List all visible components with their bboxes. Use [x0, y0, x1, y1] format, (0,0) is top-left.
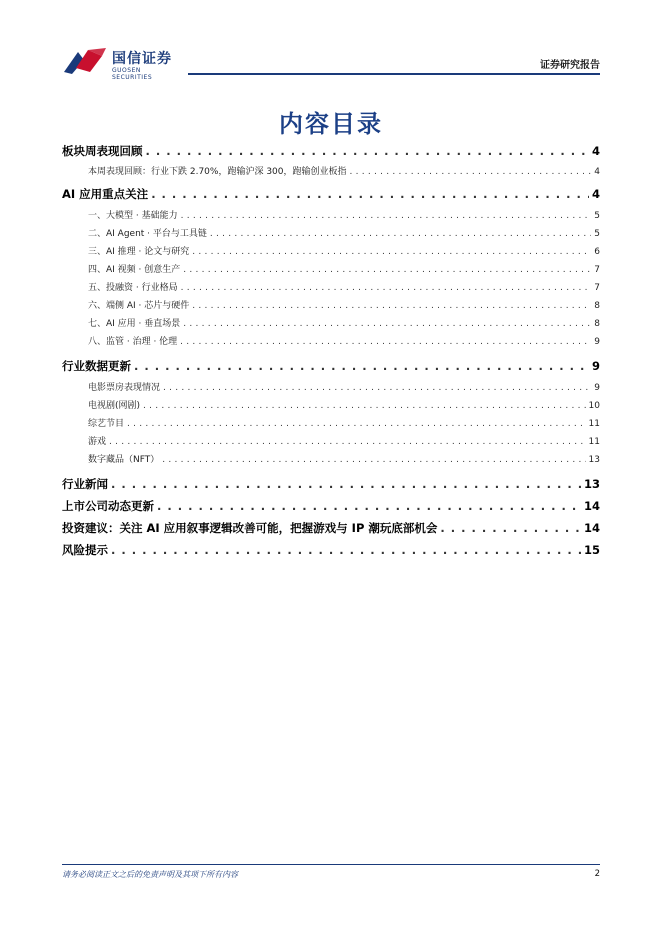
toc-dot-leader: [192, 247, 591, 257]
toc-section-entry[interactable]: [62, 498, 600, 514]
toc-subsection-entry[interactable]: [62, 452, 600, 465]
toc-subsection-entry[interactable]: [62, 280, 600, 293]
toc-entry-page: 11: [588, 437, 600, 447]
toc-dot-leader: [183, 265, 591, 275]
toc-entry-title: 一、大模型 · 基础能力: [88, 211, 178, 221]
header-divider: [188, 73, 600, 75]
toc-entry-page: 10: [588, 401, 600, 411]
toc-dot-leader: [111, 543, 581, 557]
brand-name-cn: 国信证券: [112, 51, 172, 67]
toc-entry-page: 14: [583, 499, 600, 513]
toc-entry-page: 11: [588, 419, 600, 429]
page-number: 2: [594, 869, 600, 879]
toc-entry-title: 板块周表现回顾: [62, 144, 143, 158]
toc-subsection-entry[interactable]: [62, 316, 600, 329]
toc-entry-title: 电影票房表现情况: [88, 383, 161, 393]
toc-subsection-entry[interactable]: [62, 164, 600, 177]
toc-entry-page: 5: [594, 229, 600, 239]
toc-section-entry[interactable]: [62, 542, 600, 558]
toc-entry-title: 电视剧(网剧): [88, 401, 141, 411]
toc-entry-page: 4: [591, 187, 600, 201]
toc-dot-leader: [127, 419, 586, 429]
toc-dot-leader: [162, 455, 585, 465]
toc-entry-title: AI 应用重点关注: [62, 187, 149, 201]
footer-disclaimer: 请务必阅读正文之后的免责声明及其项下所有内容: [62, 870, 238, 879]
toc-section-entry[interactable]: [62, 476, 600, 492]
report-type-label: 证券研究报告: [540, 60, 600, 71]
toc-entry-page: 13: [588, 455, 600, 465]
toc-section-entry[interactable]: [62, 358, 600, 374]
toc-dot-leader: [181, 211, 592, 221]
guosen-logo-icon: [62, 46, 108, 76]
toc-entry-title: 六、端侧 AI · 芯片与硬件: [88, 301, 190, 311]
toc-dot-leader: [440, 521, 581, 535]
toc-dot-leader: [192, 301, 591, 311]
toc-dot-leader: [157, 499, 581, 513]
toc-entry-page: 8: [594, 319, 600, 329]
toc-dot-leader: [163, 383, 591, 393]
toc-entry-page: 9: [594, 383, 600, 393]
toc-subsection-entry[interactable]: [62, 226, 600, 239]
toc-subsection-entry[interactable]: [62, 208, 600, 221]
toc-entry-title: 二、AI Agent · 平台与工具链: [88, 229, 207, 239]
guosen-logo: [62, 46, 182, 81]
toc-section-entry[interactable]: [62, 143, 600, 159]
toc-dot-leader: [180, 337, 591, 347]
toc-entry-title: 行业数据更新: [62, 359, 131, 373]
toc-entry-page: 6: [594, 247, 600, 257]
toc-entry-title: 风险提示: [62, 543, 108, 557]
toc-entry-page: 7: [594, 265, 600, 275]
toc-entry-page: 7: [594, 283, 600, 293]
toc-entry-title: 八、监管 · 治理 · 伦理: [88, 337, 178, 347]
toc-dot-leader: [183, 319, 591, 329]
toc-entry-page: 5: [594, 211, 600, 221]
toc-subsection-entry[interactable]: [62, 262, 600, 275]
toc-entry-title: 上市公司动态更新: [62, 499, 154, 513]
page-header: [0, 0, 662, 80]
toc-entry-page: 9: [594, 337, 600, 347]
toc-entry-page: 4: [594, 167, 600, 177]
toc-dot-leader: [181, 283, 592, 293]
toc-subsection-entry[interactable]: [62, 434, 600, 447]
brand-name-en: GUOSEN SECURITIES: [112, 67, 153, 81]
toc-subsection-entry[interactable]: [62, 416, 600, 429]
toc-entry-title: 数字藏品（NFT）: [88, 455, 160, 465]
toc-entry-title: 三、AI 推理 · 论文与研究: [88, 247, 190, 257]
toc-subsection-entry[interactable]: [62, 398, 600, 411]
toc-subsection-entry[interactable]: [62, 380, 600, 393]
toc-dot-leader: [350, 167, 592, 177]
toc-entry-title: 投资建议：关注 AI 应用叙事逻辑改善可能，把握游戏与 IP 潮玩底部机会: [62, 521, 438, 535]
toc-section-entry[interactable]: [62, 186, 600, 202]
toc-entry-page: 15: [583, 543, 600, 557]
toc-entry-page: 13: [583, 477, 600, 491]
toc-dot-leader: [134, 359, 589, 373]
toc-entry-page: 14: [583, 521, 600, 535]
footer-divider: [62, 864, 600, 865]
toc-entry-page: 9: [591, 359, 600, 373]
toc-entry-title: 综艺节目: [88, 419, 125, 429]
toc-entry-title: 游戏: [88, 437, 107, 447]
toc-entry-title: 七、AI 应用 · 垂直场景: [88, 319, 181, 329]
toc-subsection-entry[interactable]: [62, 244, 600, 257]
toc-entry-title: 四、AI 视频 · 创意生产: [88, 265, 181, 275]
toc-entry-title: 行业新闻: [62, 477, 108, 491]
toc-dot-leader: [111, 477, 581, 491]
toc-dot-leader: [143, 401, 586, 411]
toc-entry-title: 五、投融资 · 行业格局: [88, 283, 178, 293]
toc-entry-page: 4: [591, 144, 600, 158]
toc-section-entry[interactable]: [62, 520, 600, 536]
toc-title: 内容目录: [279, 110, 383, 138]
toc-subsection-entry[interactable]: [62, 334, 600, 347]
toc-entry-page: 8: [594, 301, 600, 311]
toc-dot-leader: [210, 229, 591, 239]
toc-dot-leader: [151, 187, 589, 201]
toc-subsection-entry[interactable]: [62, 298, 600, 311]
toc-entry-title: 本周表现回顾：行业下跌 2.70%，跑输沪深 300，跑输创业板指: [88, 167, 347, 177]
toc-dot-leader: [109, 437, 586, 447]
toc-dot-leader: [146, 144, 589, 158]
